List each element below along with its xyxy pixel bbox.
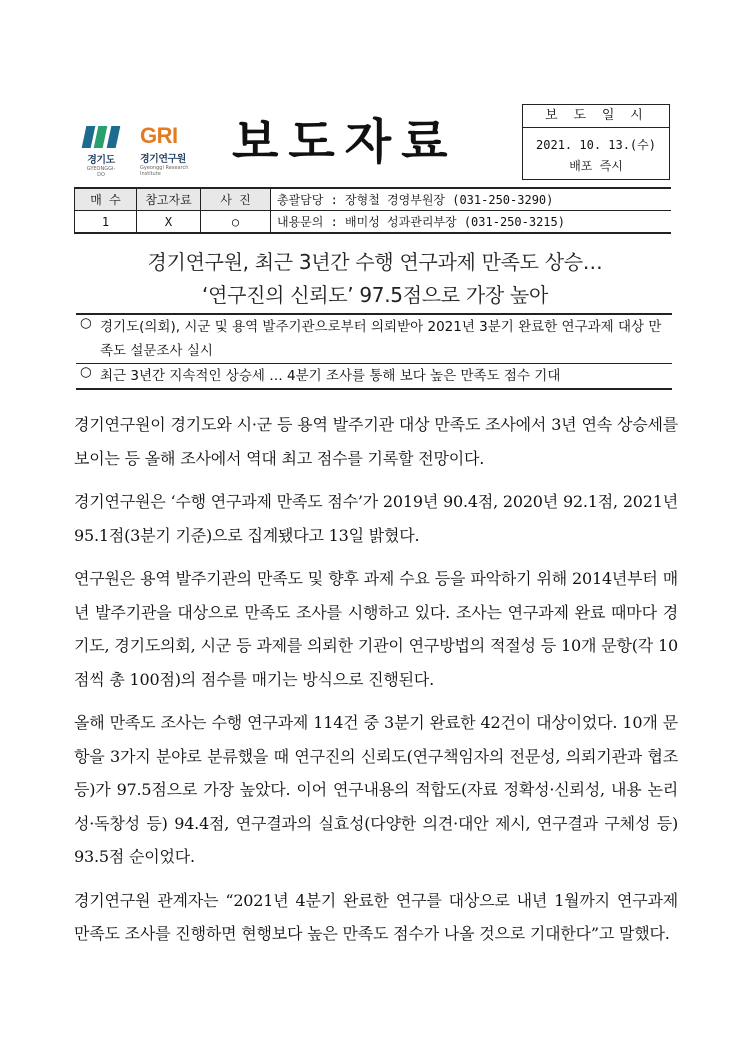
headline-line-2: ‘연구진의 신뢰도’ 97.5점으로 가장 높아: [202, 283, 548, 307]
release-date: 2021. 10. 13.(수): [536, 138, 656, 152]
article-body: [74, 408, 678, 961]
release-date-label: 보 도 일 시: [523, 105, 669, 128]
gri-logo-sub: Gyeonggi Research Institute: [140, 165, 189, 177]
gri-logo-mark: [140, 124, 204, 148]
gyeonggi-do-logo-name: 경기도: [87, 155, 115, 166]
gyeonggi-do-logo-mark: [84, 126, 118, 148]
info-table-row: [75, 211, 672, 234]
headline-line-1: 경기연구원, 최근 3년간 수행 연구과제 만족도 상승…: [147, 250, 603, 274]
body-paragraph: 경기연구원이 경기도와 시·군 등 용역 발주기관 대상 만족도 조사에서 3년 연속 상승세를 보이는 등 올해 조사에서 역대 최고 점수를 기록할 전망이다.: [74, 415, 678, 468]
gyeonggi-do-logo: [84, 126, 118, 178]
info-value-pages: 1: [75, 211, 137, 234]
release-date-box: [522, 104, 670, 180]
info-table-row: [75, 188, 672, 211]
logo-bar: [106, 126, 120, 148]
body-paragraph: 연구원은 용역 발주기관의 만족도 및 향후 과제 수요 등을 파악하기 위해 2014년부터 매년 발주기관을 대상으로 만족도 조사를 시행하고 있다. 조사는 연구과제 완료 때마다 경기도, 경기도의회, 시군 등 과제를 의뢰한 기관이 연구방법의 적절성 등 10개 문항(각 10점씩 총 100점)의 점수를 매기는 방식으로 진행된다.: [74, 569, 678, 689]
contact-inquiry: 내용문의 : 배미성 성과관리부장 (031-250-3215): [271, 211, 672, 234]
info-table: [74, 187, 671, 234]
gyeonggi-do-logo-sub: GYEONGGI-DO: [86, 166, 116, 178]
contact-manager: 총괄담당 : 장형철 경영부원장 (031-250-3290): [271, 188, 672, 211]
summary-text: 최근 3년간 지속적인 상승세 … 4분기 조사를 통해 보다 높은 만족도 점수 기대: [100, 368, 561, 384]
bullet-icon: ○: [80, 364, 92, 380]
info-header-pages: 매 수: [75, 188, 137, 211]
info-value-references: X: [137, 211, 201, 234]
info-header-references: 참고자료: [137, 188, 201, 211]
body-paragraph: 경기연구원 관계자는 “2021년 4분기 완료한 연구를 대상으로 내년 1월까지 연구과제 만족도 조사를 진행하면 현행보다 높은 만족도 점수가 나올 것으로 기대한다”고 말했다.: [74, 890, 678, 943]
body-paragraph: 경기연구원은 ‘수행 연구과제 만족도 점수’가 2019년 90.4점, 2020년 92.1점, 2021년 95.1점(3분기 기준)으로 집계됐다고 13일 밝혔다.: [74, 492, 678, 545]
gri-logo-name: 경기연구원: [140, 154, 186, 165]
bullet-icon: ○: [80, 315, 92, 331]
gri-logo: [140, 124, 204, 177]
info-header-photos: 사 진: [201, 188, 271, 211]
summary-text: 경기도(의회), 시군 및 용역 발주기관으로부터 의뢰받아 2021년 3분기 완료한 연구과제 대상 만족도 설문조사 실시: [100, 319, 662, 359]
summary-box: [76, 313, 672, 390]
info-value-photos: ○: [201, 211, 271, 234]
summary-item: [76, 364, 672, 388]
release-note: 배포 즉시: [569, 159, 623, 173]
summary-item: [76, 315, 672, 364]
page-title: 보도자료: [232, 114, 458, 170]
gri-logo-text: GRI: [140, 123, 178, 148]
body-paragraph: 올해 만족도 조사는 수행 연구과제 114건 중 3분기 완료한 42건이 대상이었다. 10개 문항을 3가지 분야로 분류했을 때 연구진의 신뢰도(연구책임자의 전문성, 의뢰기관과 협조 등)가 97.5점으로 가장 높았다. 이어 연구내용의 적합도(자료 정확성·신뢰성, 내용 논리성·독창성 등) 94.4점, 연구결과의 실효성(다양한 의견·대안 제시, 연구결과 구체성 등) 93.5점 순이었다.: [74, 713, 678, 866]
logo-bar: [94, 126, 108, 148]
